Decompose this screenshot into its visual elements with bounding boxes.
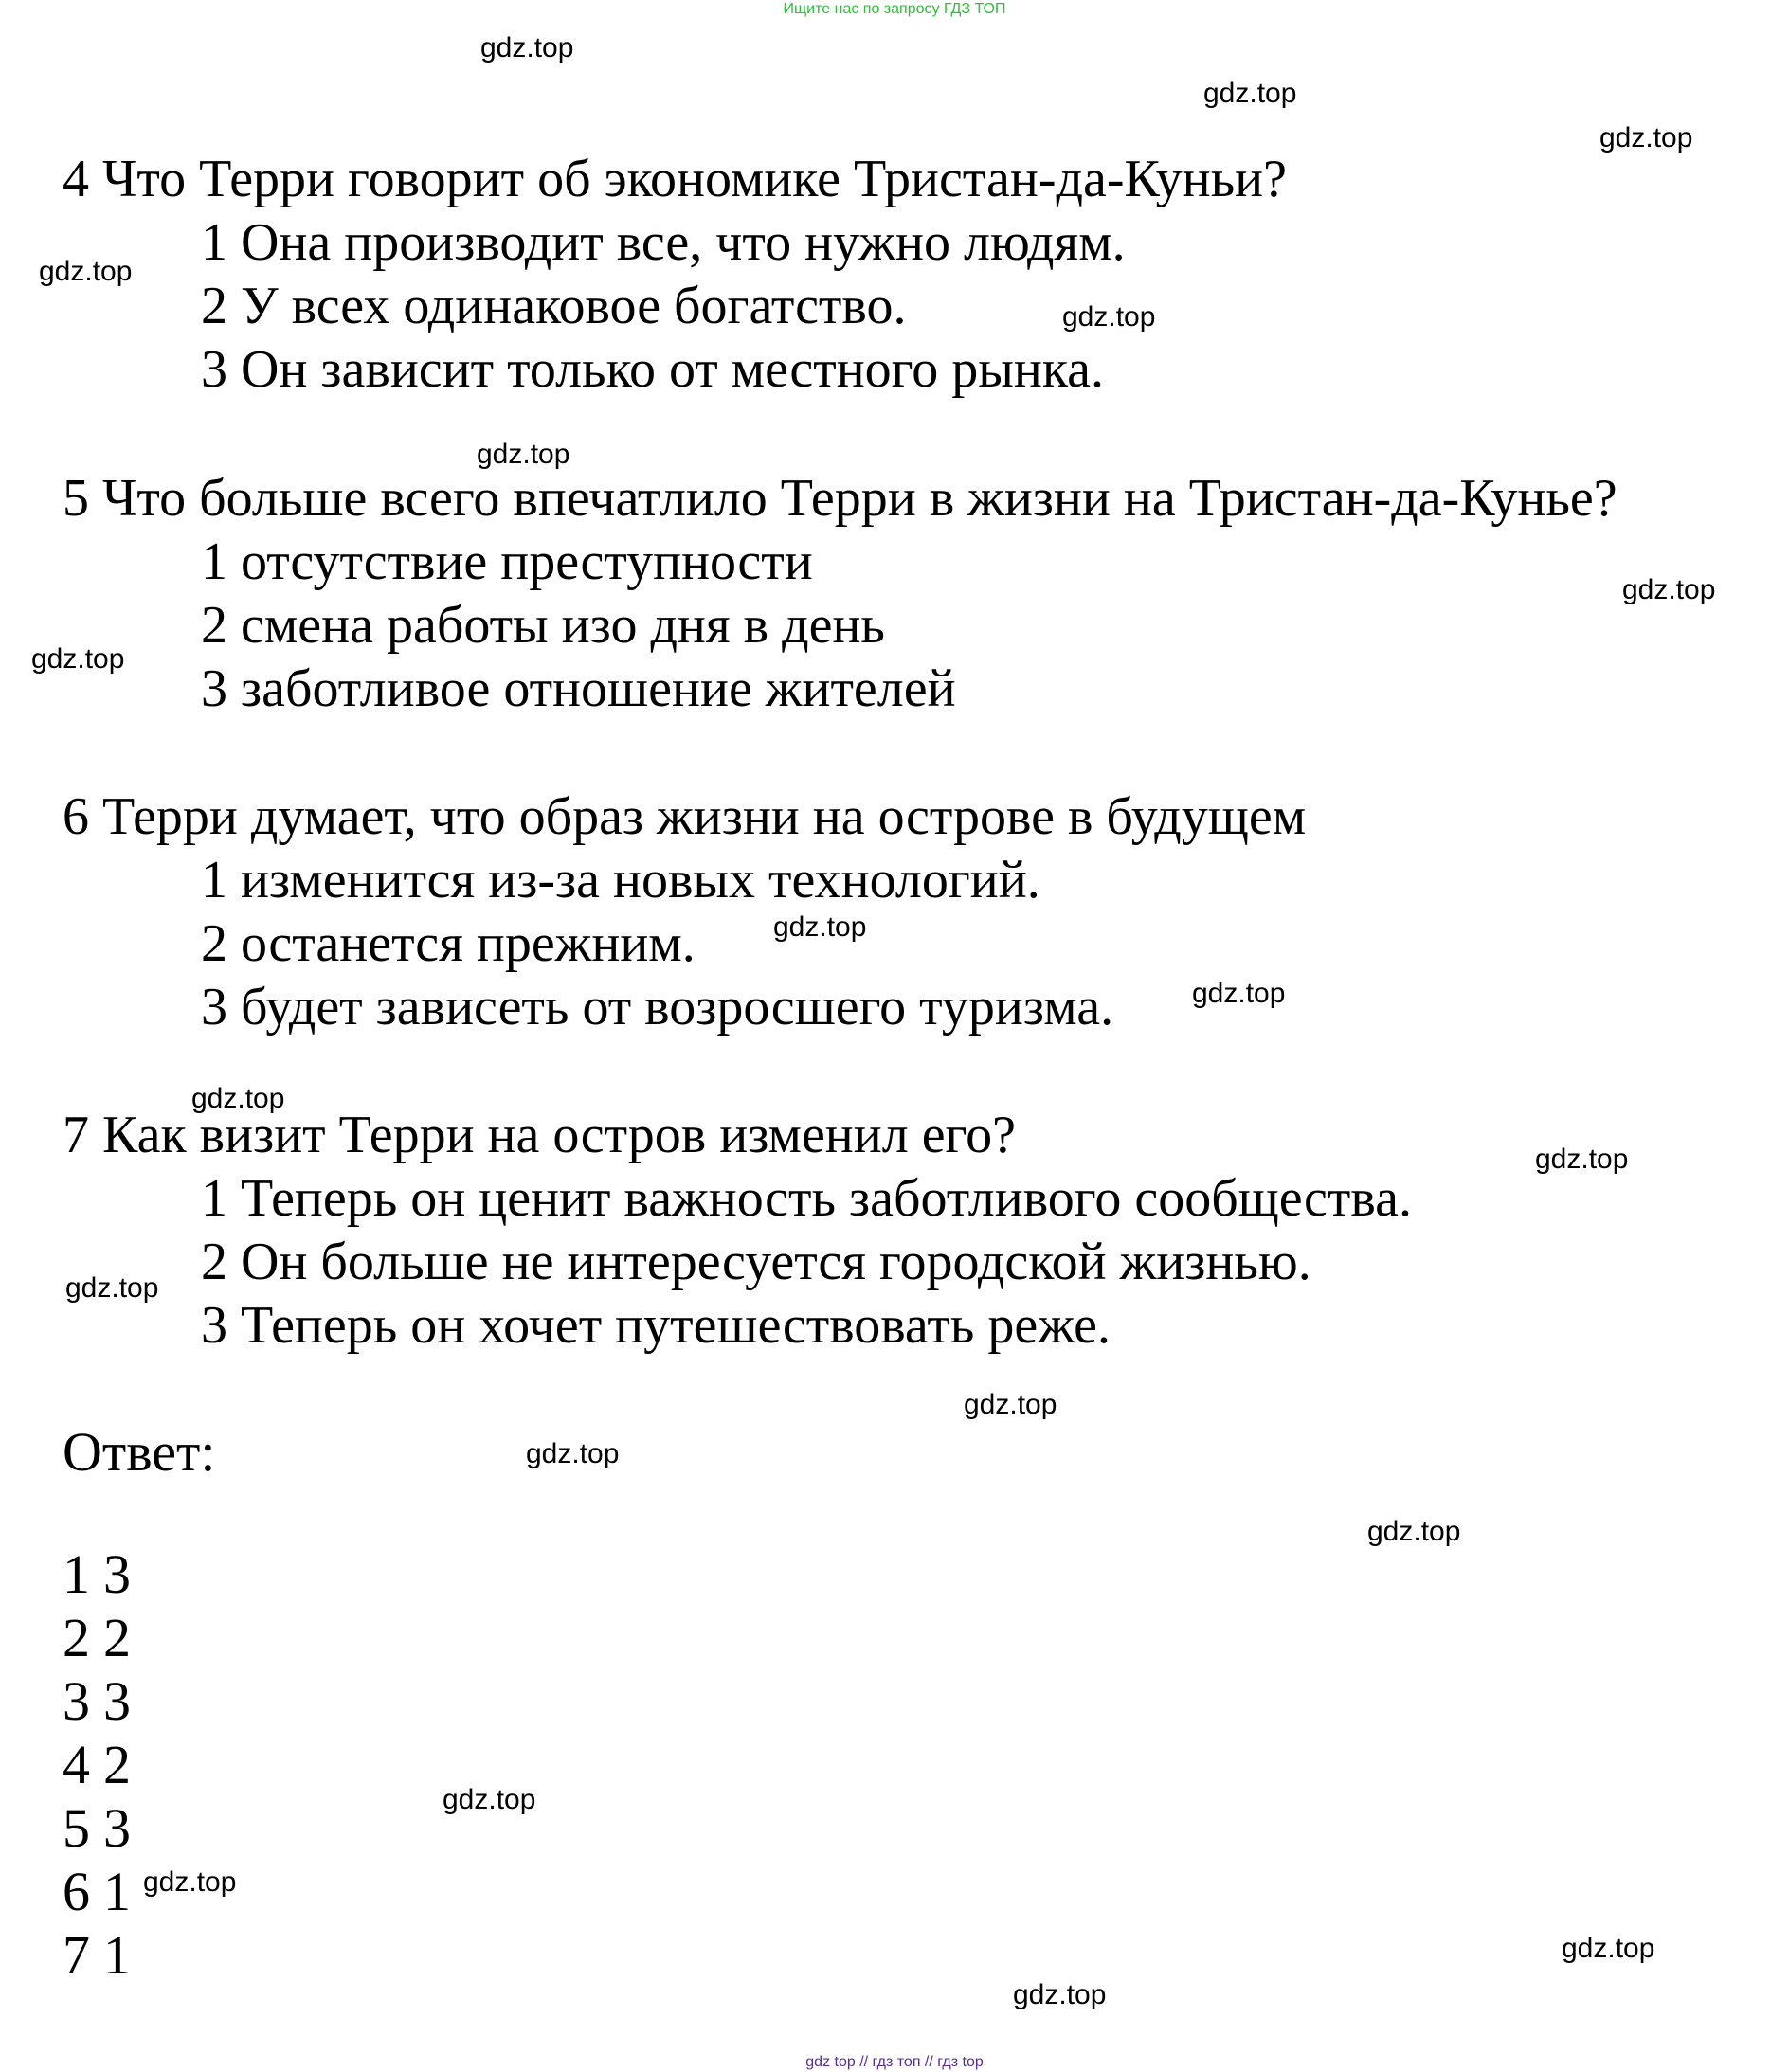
watermark: gdz.top bbox=[1062, 301, 1156, 333]
answer-option: 2 смена работы изо дня в день bbox=[201, 596, 885, 655]
watermark: gdz.top bbox=[143, 1866, 237, 1898]
watermark: gdz.top bbox=[1013, 1979, 1107, 2010]
watermark: gdz.top bbox=[480, 32, 574, 63]
answer-row bbox=[63, 1669, 442, 1733]
answer-number: 7 bbox=[63, 1924, 90, 1986]
answer-option: 2 У всех одинаковое богатство. bbox=[201, 277, 907, 335]
answer-number: 6 bbox=[63, 1861, 90, 1922]
answer-option: 3 заботливое отношение жителей bbox=[201, 659, 956, 718]
watermark: gdz.top bbox=[1192, 978, 1286, 1009]
answer-option: 1 изменится из-за новых технологий. bbox=[201, 851, 1040, 910]
answer-option: 3 будет зависеть от возросшего туризма. bbox=[201, 978, 1114, 1036]
answer-row bbox=[63, 1542, 442, 1606]
answer-number: 5 bbox=[63, 1797, 90, 1859]
watermark: gdz.top bbox=[1562, 1933, 1655, 1964]
answer-option: 1 отсутствие преступности bbox=[201, 532, 813, 591]
watermark: gdz.top bbox=[191, 1083, 285, 1114]
question-title: 7 Как визит Терри на остров изменил его? bbox=[63, 1106, 1016, 1164]
answer-number: 3 bbox=[63, 1670, 90, 1732]
answer-option: 2 останется прежним. bbox=[201, 914, 696, 973]
watermark: gdz.top bbox=[526, 1438, 620, 1469]
question-title: 4 Что Терри говорит об экономике Тристан-да-Куньи? bbox=[63, 150, 1287, 208]
watermark: gdz.top bbox=[1622, 574, 1716, 605]
footer-links: gdz top // гдз топ // гдз top bbox=[805, 2054, 984, 2070]
answer-row bbox=[63, 1796, 442, 1860]
answer-choice: 2 bbox=[103, 1607, 131, 1668]
answer-option: 1 Она производит все, что нужно людям. bbox=[201, 213, 1126, 272]
watermark: gdz.top bbox=[1535, 1144, 1629, 1175]
question-title: 6 Терри думает, что образ жизни на острове в будущем bbox=[63, 787, 1307, 846]
watermark: gdz.top bbox=[964, 1389, 1057, 1420]
answer-row bbox=[63, 1923, 442, 1987]
watermark: gdz.top bbox=[477, 439, 570, 470]
answer-option: 3 Теперь он хочет путешествовать реже. bbox=[201, 1296, 1111, 1355]
watermark: gdz.top bbox=[1203, 78, 1297, 109]
answer-choice: 3 bbox=[103, 1543, 131, 1605]
answer-number: 4 bbox=[63, 1734, 90, 1795]
answer-heading: Ответ: bbox=[63, 1421, 216, 1483]
question-title: 5 Что больше всего впечатлило Терри в жизни на Тристан-да-Кунье? bbox=[63, 469, 1617, 528]
answer-option: 2 Он больше не интересуется городской жизнью. bbox=[201, 1233, 1311, 1291]
answer-choice: 1 bbox=[103, 1861, 131, 1922]
answer-row bbox=[63, 1860, 442, 1923]
watermark: gdz.top bbox=[1599, 122, 1693, 153]
top-banner: Ищите нас по запросу ГДЗ ТОП bbox=[783, 1, 1006, 17]
answer-option: 3 Он зависит только от местного рынка. bbox=[201, 340, 1105, 399]
answer-choice: 3 bbox=[103, 1670, 131, 1732]
answer-number: 2 bbox=[63, 1607, 90, 1668]
answer-number: 1 bbox=[63, 1543, 90, 1605]
answer-list bbox=[63, 1542, 442, 1987]
answer-row bbox=[63, 1606, 442, 1669]
answer-row bbox=[63, 1733, 442, 1796]
answer-choice: 2 bbox=[103, 1734, 131, 1795]
watermark: gdz.top bbox=[773, 911, 867, 943]
answer-option: 1 Теперь он ценит важность заботливого сообщества. bbox=[201, 1169, 1412, 1228]
watermark: gdz.top bbox=[65, 1272, 159, 1304]
watermark: gdz.top bbox=[39, 256, 133, 287]
answer-choice: 3 bbox=[103, 1797, 131, 1859]
watermark: gdz.top bbox=[1367, 1516, 1461, 1547]
watermark: gdz.top bbox=[31, 643, 125, 675]
answer-choice: 1 bbox=[103, 1924, 131, 1986]
watermark: gdz.top bbox=[443, 1784, 536, 1815]
